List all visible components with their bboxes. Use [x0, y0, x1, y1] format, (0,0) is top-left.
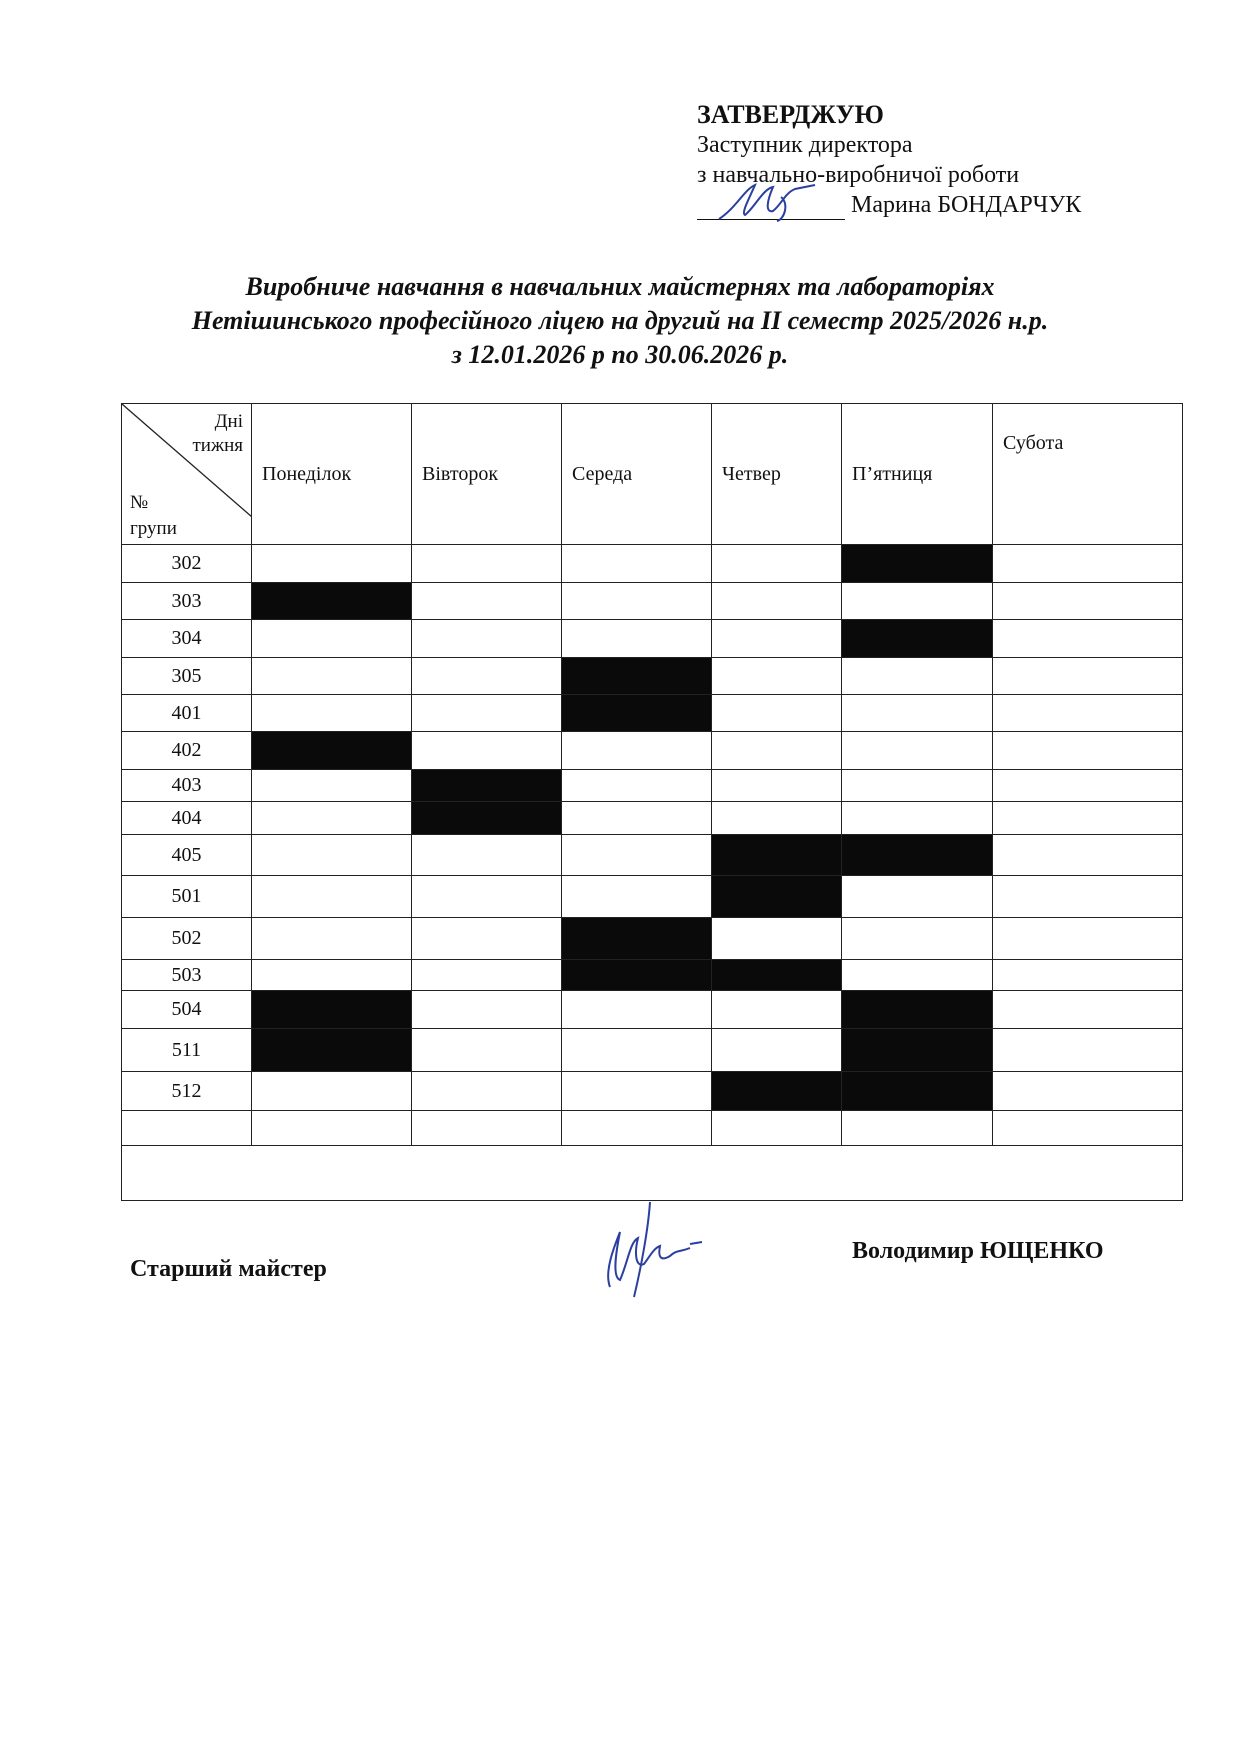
free-cell-monday — [252, 876, 412, 918]
table-row — [122, 695, 1183, 732]
free-cell-saturday — [993, 545, 1183, 583]
free-cell-saturday — [993, 1072, 1183, 1111]
free-cell-friday — [842, 770, 993, 802]
free-cell-friday — [842, 583, 993, 620]
table-row — [122, 802, 1183, 835]
busy-cell-tuesday — [412, 802, 562, 835]
free-cell-wednesday — [562, 545, 712, 583]
busy-cell-thursday — [712, 876, 842, 918]
free-cell-monday — [252, 545, 412, 583]
table-row — [122, 545, 1183, 583]
busy-cell-wednesday — [562, 960, 712, 991]
group-number-cell: 502 — [122, 918, 252, 960]
free-cell-thursday — [712, 583, 842, 620]
free-cell-monday — [252, 835, 412, 876]
free-cell-saturday — [993, 918, 1183, 960]
busy-cell-thursday — [712, 835, 842, 876]
busy-cell-monday — [252, 991, 412, 1029]
free-cell-wednesday — [562, 876, 712, 918]
free-cell-monday — [252, 1072, 412, 1111]
approver-name: Марина БОНДАРЧУК — [851, 192, 1082, 218]
group-number-cell: 303 — [122, 583, 252, 620]
group-number-cell: 304 — [122, 620, 252, 658]
free-cell-friday — [842, 1111, 993, 1146]
group-number-cell: 403 — [122, 770, 252, 802]
title-line-2: Нетішинського професійного ліцею на другий на II семестр 2025/2026 н.р. — [191, 306, 1049, 335]
group-number-cell: 401 — [122, 695, 252, 732]
busy-cell-thursday — [712, 1072, 842, 1111]
busy-cell-tuesday — [412, 770, 562, 802]
senior-master-position: Старший майстер — [130, 1256, 327, 1282]
free-cell-thursday — [712, 918, 842, 960]
group-label-line2: групи — [130, 518, 177, 539]
free-cell-thursday — [712, 732, 842, 770]
free-cell-monday — [252, 770, 412, 802]
free-cell-thursday — [712, 802, 842, 835]
table-row — [122, 918, 1183, 960]
day-header-monday: Понеділок — [252, 404, 412, 545]
approver-signature-line — [697, 190, 1081, 220]
approver-signature — [697, 193, 845, 220]
free-cell-tuesday — [412, 620, 562, 658]
free-cell-wednesday — [562, 835, 712, 876]
free-cell-wednesday — [562, 732, 712, 770]
group-number-cell: 503 — [122, 960, 252, 991]
free-cell-thursday — [712, 545, 842, 583]
group-number-cell: 402 — [122, 732, 252, 770]
approval-heading: ЗАТВЕРДЖУЮ — [697, 100, 884, 129]
days-label-line2: тижня — [192, 435, 243, 456]
table-row — [122, 732, 1183, 770]
approver-position-line1: Заступник директора — [697, 132, 913, 158]
group-number-cell: 501 — [122, 876, 252, 918]
day-header-wednesday: Середа — [562, 404, 712, 545]
free-cell-saturday — [993, 620, 1183, 658]
group-number-cell: 404 — [122, 802, 252, 835]
free-cell-tuesday — [412, 695, 562, 732]
table-row — [122, 876, 1183, 918]
group-number-cell: 504 — [122, 991, 252, 1029]
days-label-line1: Дні — [214, 411, 243, 432]
free-cell-saturday — [993, 695, 1183, 732]
document-title — [0, 270, 1240, 372]
free-cell-wednesday — [562, 1029, 712, 1072]
header-row — [122, 404, 1183, 545]
free-cell-thursday — [712, 695, 842, 732]
busy-cell-wednesday — [562, 658, 712, 695]
free-cell-thursday — [712, 620, 842, 658]
free-cell-tuesday — [412, 960, 562, 991]
days-of-week-label — [192, 410, 243, 458]
group-number-cell: 302 — [122, 545, 252, 583]
free-cell-wednesday — [562, 583, 712, 620]
table-row — [122, 658, 1183, 695]
free-cell-thursday — [712, 991, 842, 1029]
free-cell-saturday — [993, 876, 1183, 918]
free-cell-wednesday — [562, 991, 712, 1029]
free-cell-monday — [252, 1111, 412, 1146]
schedule-table — [121, 403, 1183, 1201]
title-line-1: Виробниче навчання в навчальних майстернях та лабораторіях — [245, 272, 995, 301]
group-number-cell: 305 — [122, 658, 252, 695]
busy-cell-friday — [842, 1029, 993, 1072]
free-cell-thursday — [712, 1111, 842, 1146]
free-cell-saturday — [993, 732, 1183, 770]
table-row — [122, 770, 1183, 802]
free-cell-friday — [842, 802, 993, 835]
table-row — [122, 991, 1183, 1029]
free-cell-monday — [252, 918, 412, 960]
free-cell-monday — [252, 802, 412, 835]
busy-cell-wednesday — [562, 695, 712, 732]
free-cell-tuesday — [412, 545, 562, 583]
free-cell-saturday — [993, 583, 1183, 620]
free-cell-wednesday — [562, 620, 712, 658]
group-number-cell: 512 — [122, 1072, 252, 1111]
free-cell-tuesday — [412, 991, 562, 1029]
free-cell-saturday — [993, 770, 1183, 802]
day-header-saturday: Субота — [993, 404, 1183, 545]
busy-cell-friday — [842, 545, 993, 583]
free-cell-friday — [842, 960, 993, 991]
free-cell-thursday — [712, 770, 842, 802]
free-cell-monday — [252, 695, 412, 732]
free-cell-saturday — [993, 1029, 1183, 1072]
approval-block — [697, 100, 1081, 220]
free-cell-tuesday — [412, 876, 562, 918]
free-cell-monday — [252, 960, 412, 991]
group-number-cell: 405 — [122, 835, 252, 876]
table-row — [122, 960, 1183, 991]
day-header-friday: П’ятниця — [842, 404, 993, 545]
free-cell-saturday — [993, 1111, 1183, 1146]
group-label-line1: № — [130, 492, 149, 513]
free-cell-tuesday — [412, 583, 562, 620]
table-row — [122, 1072, 1183, 1111]
senior-master-name: Володимир ЮЩЕНКО — [852, 1238, 1104, 1264]
free-cell-friday — [842, 658, 993, 695]
title-line-3: з 12.01.2026 р по 30.06.2026 р. — [451, 340, 789, 369]
free-cell-friday — [842, 695, 993, 732]
busy-cell-friday — [842, 1072, 993, 1111]
free-cell-monday — [252, 658, 412, 695]
free-cell-monday — [252, 620, 412, 658]
schedule-body — [122, 545, 1183, 1146]
corner-header-cell — [122, 404, 252, 545]
busy-cell-thursday — [712, 960, 842, 991]
free-cell-wednesday — [562, 1111, 712, 1146]
busy-cell-friday — [842, 620, 993, 658]
free-cell-thursday — [712, 1029, 842, 1072]
table-row — [122, 620, 1183, 658]
free-cell-tuesday — [412, 918, 562, 960]
free-cell-tuesday — [412, 658, 562, 695]
free-cell-tuesday — [412, 835, 562, 876]
free-cell-friday — [842, 876, 993, 918]
free-cell-tuesday — [412, 732, 562, 770]
free-cell-wednesday — [562, 770, 712, 802]
busy-cell-friday — [842, 835, 993, 876]
table-row — [122, 583, 1183, 620]
busy-cell-monday — [252, 732, 412, 770]
day-header-thursday: Четвер — [712, 404, 842, 545]
free-cell-saturday — [993, 802, 1183, 835]
table-row — [122, 1111, 1183, 1146]
free-cell-saturday — [993, 835, 1183, 876]
handwritten-signature-icon — [590, 1192, 720, 1302]
free-cell-tuesday — [412, 1072, 562, 1111]
free-cell-friday — [842, 732, 993, 770]
free-cell-wednesday — [562, 1072, 712, 1111]
busy-cell-wednesday — [562, 918, 712, 960]
busy-cell-monday — [252, 583, 412, 620]
group-number-cell — [122, 1111, 252, 1146]
table-row — [122, 1029, 1183, 1072]
free-cell-wednesday — [562, 802, 712, 835]
approver-position-line2: з навчально-виробничої роботи — [697, 162, 1020, 188]
table-row — [122, 835, 1183, 876]
free-cell-tuesday — [412, 1029, 562, 1072]
handwritten-signature-icon — [715, 179, 835, 223]
day-header-tuesday: Вівторок — [412, 404, 562, 545]
free-cell-tuesday — [412, 1111, 562, 1146]
free-cell-thursday — [712, 658, 842, 695]
free-cell-friday — [842, 918, 993, 960]
busy-cell-monday — [252, 1029, 412, 1072]
free-cell-saturday — [993, 658, 1183, 695]
free-cell-saturday — [993, 960, 1183, 991]
group-number-cell: 511 — [122, 1029, 252, 1072]
busy-cell-friday — [842, 991, 993, 1029]
free-cell-saturday — [993, 991, 1183, 1029]
group-number-label — [130, 490, 177, 542]
